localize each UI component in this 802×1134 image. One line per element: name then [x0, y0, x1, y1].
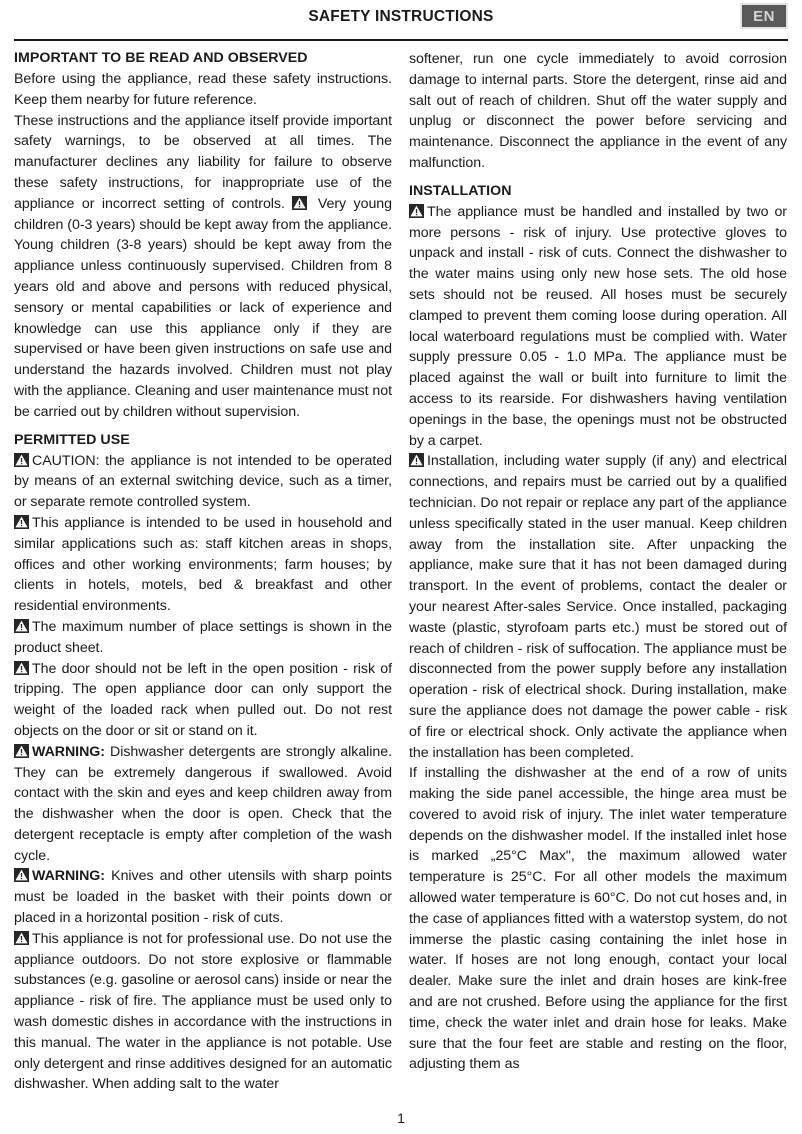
- paragraph-qualified-technician: [409, 451, 787, 763]
- warning-triangle-icon: [409, 453, 424, 467]
- paragraph-qualified-technician-text: Installation, including water supply (if any) and electrical connections, and repairs must be carried out by a qualified technician. Do not repair or replace any part of the appliance unless specifically stated in the user manual. Keep children away from the installation site. After unpacking the appliance, make sure that it has not been damaged during transport. In the event of problems, contact the dealer or your nearest After-sales Service. Once installed, packaging waste (plastic, styrofoam parts etc.) must be stored out of reach of children - risk of suffocation. The appliance must be disconnected from the power supply before any installation operation - risk of electrical shock. During installation, make sure the appliance does not damage the power cable - risk of fire or electrical shock. Only activate the appliance when the installation has been completed.: [409, 453, 787, 761]
- paragraph-softener-continuation: softener, run one cycle immediately to avoid corrosion damage to internal parts. Store the detergent, rinse aid and salt out of reach of children. Shut off the water supply and unplug or disconnect the power before servicing and maintenance. Disconnect the appliance in the event of any malfunction.: [409, 51, 787, 171]
- paragraph-caution-switching-device: [14, 451, 392, 513]
- paragraph-warning-knives: [14, 866, 392, 928]
- paragraph-end-of-row-installation: If installing the dishwasher at the end of a row of units making the side panel accessible, the hinge area must be covered to avoid risk of injury. The inlet water temperature depends on the dishwasher model. If the installed inlet hose is marked „25°C Max", the maximum allowed water temperature is 25°C. For all other models the maximum allowed water temperature is 60°C. Do not cut hoses and, in the case of appliances fitted with a waterstop system, do not immerse the plastic casing containing the inlet hose in water. If hoses are not long enough, contact your local dealer. Make sure the inlet and drain hoses are kink-free and are not crushed. Before using the appliance for the first time, check the water inlet and drain hose for leaks. Make sure that the four feet are stable and resting on the floor, adjusting them as: [409, 765, 787, 1073]
- paragraph-household-applications-text: This appliance is intended to be used in household and similar applications such as: staff kitchen areas in shops, offices and other working environments; farm houses; by clients in hotels, motels, bed & breakfast and other residential environments.: [14, 514, 392, 615]
- paragraph-these-instructions-text: These instructions and the appliance itself provide important safety warnings, to be observed at all times. The manufacturer declines any liability for failure to observe these safety instructions, for inappropriate use of the appliance or incorrect setting of controls.: [14, 112, 392, 212]
- warning-triangle-icon: [14, 619, 29, 633]
- two-column-body: [14, 49, 788, 1095]
- page-number: 1: [397, 1110, 405, 1126]
- page-title: SAFETY INSTRUCTIONS: [308, 8, 494, 25]
- heading-important-to-be-read: IMPORTANT TO BE READ AND OBSERVED: [14, 50, 308, 66]
- warning-label: WARNING:: [32, 868, 105, 885]
- paragraph-handled-and-installed-text: The appliance must be handled and installed by two or more persons - risk of injury. Use protective gloves to unpack and install - risk of cuts. Connect the dishwasher to the water mains using only new hose sets. The old hose sets should not be reused. All hoses must be securely clamped to prevent them coming loose during operation. All local waterboard regulations must be complied with. Water supply pressure 0.05 - 1.0 MPa. The appliance must be placed against the wall or built into furniture to limit the access to its rearside. For dishwashers having ventilation openings in the base, the openings must not be obstructed by a carpet.: [409, 203, 787, 449]
- paragraph-not-professional-use-text: This appliance is not for professional use. Do not use the appliance outdoors. Do not store explosive or flammable substances (e.g. gasoline or aerosol cans) inside or near the appliance - risk of fire. The appliance must be used only to wash domestic dishes in accordance with the instructions in this manual. The water in the appliance is not potable. Use only detergent and rinse additives designed for an automatic dishwasher. When adding salt to the water: [14, 930, 392, 1093]
- right-column: [409, 49, 787, 1095]
- paragraph-warning-knives-text: Knives and other utensils with sharp points must be loaded in the basket with their points down or placed in a horizontal position - risk of cuts.: [14, 868, 392, 927]
- paragraph-door-open-position-text: The door should not be left in the open position - risk of tripping. The open appliance door can only support the weight of the loaded rack when pulled out. Do not rest objects on the door or sit or stand on it.: [14, 660, 392, 739]
- paragraph-place-settings: [14, 617, 392, 659]
- paragraph-warning-detergents-text: Dishwasher detergents are strongly alkaline. They can be extremely dangerous if swallowed. Avoid contact with the skin and eyes and keep children away from the dishwasher when the door is open. Check that the detergent receptacle is empty after completion of the wash cycle.: [14, 743, 392, 864]
- warning-label: WARNING:: [32, 743, 105, 760]
- paragraph-before-using: Before using the appliance, read these safety instructions. Keep them nearby for future reference.: [14, 71, 392, 108]
- paragraph-not-professional-use: [14, 929, 392, 1095]
- paragraph-warning-detergents: [14, 742, 392, 867]
- warning-triangle-icon: [14, 661, 29, 675]
- page-header: [14, 0, 788, 34]
- warning-triangle-icon: [409, 204, 424, 218]
- paragraph-handled-and-installed: [409, 202, 787, 452]
- warning-triangle-icon: [292, 196, 307, 210]
- paragraph-caution-text: CAUTION: the appliance is not intended to be operated by means of an external switching device, such as a timer, or separate remote controlled system.: [14, 452, 392, 511]
- warning-triangle-icon: [14, 744, 29, 758]
- paragraph-these-instructions: [14, 111, 392, 423]
- language-badge: EN: [740, 3, 788, 29]
- paragraph-door-open-position: [14, 659, 392, 742]
- left-column: [14, 49, 392, 1095]
- heading-permitted-use: PERMITTED USE: [14, 431, 130, 448]
- heading-installation: INSTALLATION: [409, 182, 512, 199]
- warning-triangle-icon: [14, 931, 29, 945]
- warning-triangle-icon: [14, 515, 29, 529]
- warning-triangle-icon: [14, 868, 29, 882]
- paragraph-place-settings-text: The maximum number of place settings is shown in the product sheet.: [14, 618, 392, 656]
- paragraph-very-young-children-text: Very young children (0-3 years) should be kept away from the appliance. Young children (3-8 years) should be kept away from the appliance unless continuously supervised. Children from 8 years old and above and persons with reduced physical, sensory or mental capabilities or lack of experience and knowledge can use this appliance only if they are supervised or have been given instructions on safe use and understand the hazards involved. Children must not play with the appliance. Cleaning and user maintenance must not be carried out by children without supervision.: [14, 195, 393, 420]
- header-divider: [14, 39, 788, 41]
- paragraph-household-applications: [14, 513, 392, 617]
- warning-triangle-icon: [14, 453, 29, 467]
